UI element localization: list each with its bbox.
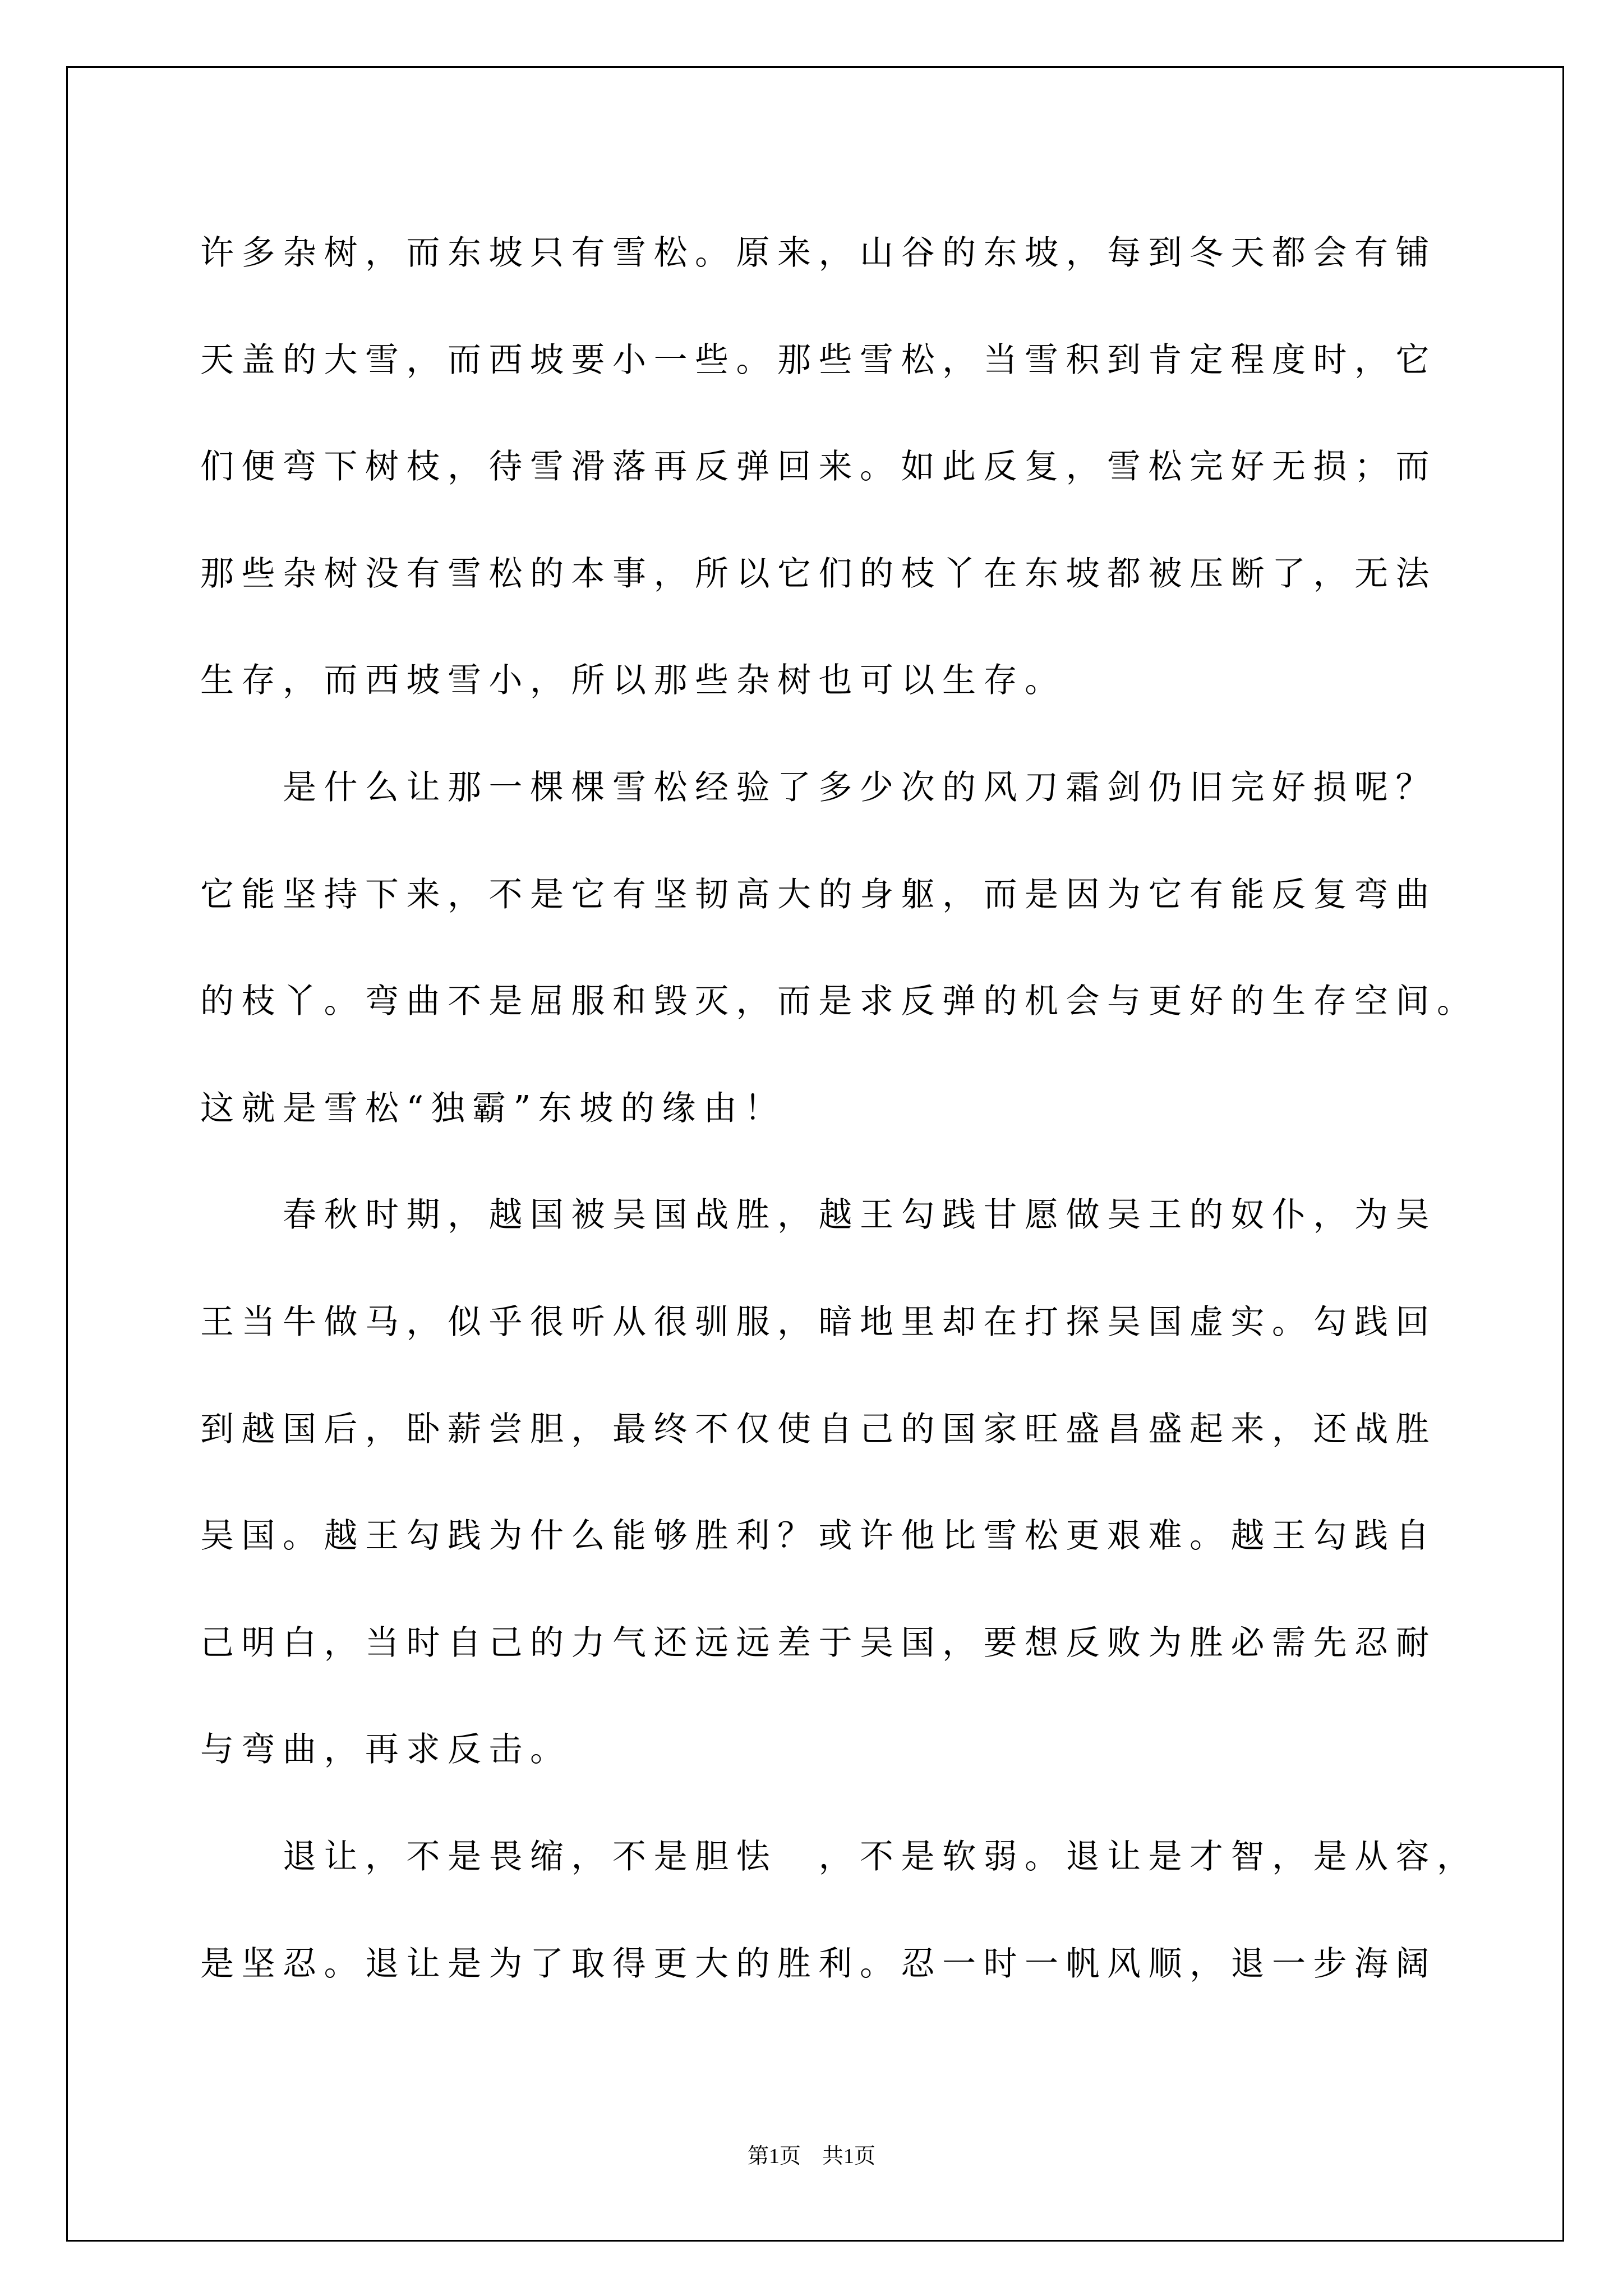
text-line: 们便弯下树枝，待雪滑落再反弹回来。如此反复，雪松完好无损；而 (200, 447, 1437, 487)
text-line: 与弯曲，再求反击。 (200, 1730, 571, 1770)
text-line: 这就是雪松“独霸”东坡的缘由！ (200, 1088, 786, 1128)
text-line: 是什么让那一棵棵雪松经验了多少次的风刀霜剑仍旧完好损呢？ (200, 767, 1437, 807)
text-line: 许多杂树，而东坡只有雪松。原来，山谷的东坡，每到冬天都会有铺 (200, 233, 1437, 273)
text-line: 王当牛做马，似乎很听从很驯服，暗地里却在打探吴国虚实。勾践回 (200, 1302, 1437, 1342)
page-number-footer: 第1页 共1页 (747, 2145, 875, 2168)
text-line: 它能坚持下来，不是它有坚韧高大的身躯，而是因为它有能反复弯曲 (200, 875, 1437, 914)
document-body (200, 200, 1535, 2017)
text-line: 退让，不是畏缩，不是胆怯 ，不是软弱。退让是才智，是从容， (200, 1837, 1478, 1876)
text-line: 天盖的大雪，而西坡要小一些。那些雪松，当雪积到肯定程度时，它 (200, 340, 1437, 380)
text-line: 己明白，当时自己的力气还远远差于吴国，要想反败为胜必需先忍耐 (200, 1623, 1437, 1663)
text-line: 到越国后，卧薪尝胆，最终不仅使自己的国家旺盛昌盛起来，还战胜 (200, 1409, 1437, 1449)
text-line: 是坚忍。退让是为了取得更大的胜利。忍一时一帆风顺，退一步海阔 (200, 1944, 1437, 1984)
text-line: 那些杂树没有雪松的本事，所以它们的枝丫在东坡都被压断了，无法 (200, 554, 1437, 593)
text-line: 吴国。越王勾践为什么能够胜利？或许他比雪松更艰难。越王勾践自 (200, 1516, 1437, 1556)
text-line: 春秋时期，越国被吴国战胜，越王勾践甘愿做吴王的奴仆，为吴 (200, 1195, 1437, 1235)
text-line: 的枝丫。弯曲不是屈服和毁灭，而是求反弹的机会与更好的生存空间。 (200, 982, 1478, 1022)
text-line: 生存，而西坡雪小，所以那些杂树也可以生存。 (200, 661, 1066, 701)
